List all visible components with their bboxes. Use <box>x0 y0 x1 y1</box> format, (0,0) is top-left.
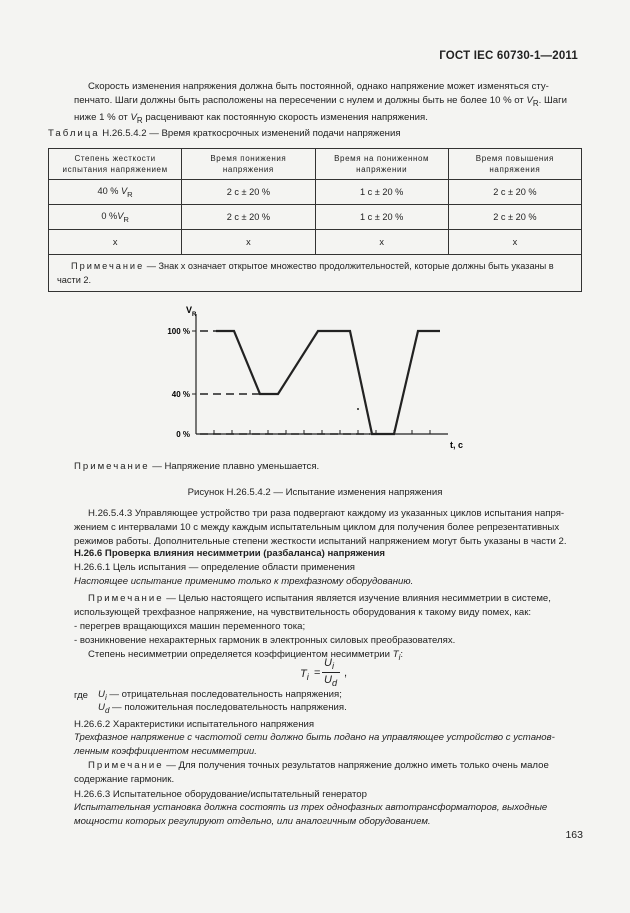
table-caption-word: Таблица <box>48 128 100 139</box>
tick-label-100: 100 % <box>167 327 190 336</box>
note-word: Примечание <box>88 593 164 604</box>
table-note-row <box>49 255 582 292</box>
tick-label-40: 40 % <box>171 390 190 399</box>
table-row <box>49 180 582 205</box>
degree-colon: : <box>400 649 404 660</box>
voltage-waveform <box>216 331 440 434</box>
table-note-text: — Знак х означает открытое множество продолжительностей, которые должны быть указаны в части 2. <box>57 261 554 285</box>
figure-caption: Рисунок Н.26.5.4.2 — Испытание изменения напряжения <box>187 487 443 498</box>
document-header: ГОСТ IEC 60730-1—2011 <box>439 50 578 62</box>
ti-symbol: T <box>392 649 399 660</box>
table-header-cell: Степень жесткости испытания напряжением <box>49 149 182 180</box>
para1-line2b: . Шаги <box>538 95 567 106</box>
vr-subscript: R <box>532 98 539 108</box>
note2-bullet2: - возникновение нехарактерных гармоник в электронных силовых преобразователях. <box>74 635 456 646</box>
page-number: 163 <box>565 829 583 841</box>
note2-line1: — Целью настоящего испытания является изучение влияния несимметрии в системе, <box>163 593 551 604</box>
note-word: Примечание <box>88 760 164 771</box>
voltage-test-figure <box>150 300 480 460</box>
where-gde: где <box>74 690 89 701</box>
para1-line1: Скорость изменения напряжения должна быть постоянной, однако напряжение может изменяться сту- <box>88 81 549 92</box>
degree-line: Степень несимметрии определяется коэффициентом несимметрии <box>88 649 393 660</box>
formula-tail: , <box>344 667 348 679</box>
para1-line2a: пенчато. Шаги должны быть расположены на пересечении с нулем и должны быть не более 10 % от <box>74 95 527 106</box>
vr-symbol: V <box>121 185 128 196</box>
note-word: Примечание <box>71 261 145 271</box>
para1-line3b: расценивают как постоянную скорость изменения напряжения. <box>142 111 428 123</box>
table-cell: x <box>49 230 182 255</box>
table-cell: x <box>182 230 315 255</box>
h26543-line2: жением с интервалами 10 с между каждым испытательным циклом для получения более репрезентативных <box>74 522 560 533</box>
note2-bullet1: - перегрев вращающихся машин переменного тока; <box>74 621 306 632</box>
table-header-cell: Время понижения напряжения <box>182 149 315 180</box>
section-h2663: Н.26.6.3 Испытательное оборудование/испытательный генератор <box>74 789 367 800</box>
section-h266-title: Н.26.6 Проверка влияния несимметрии (разбаланса) напряжения <box>74 548 386 559</box>
cell-text: 0 % <box>101 210 118 221</box>
vr-symbol: V <box>130 111 137 123</box>
table-header-cell: Время на пониженном напряжении <box>315 149 448 180</box>
formula-denominator: $U_d$ <box>324 674 338 689</box>
fraction-bar <box>322 672 340 673</box>
section-h2661-italic: Настоящее испытание применимо только к трехфазному оборудованию. <box>74 576 414 587</box>
note-imbalance <box>74 592 582 665</box>
waveform-dot <box>357 408 359 410</box>
section-h2661: Н.26.6.1 Цель испытания — определение области применения <box>74 562 356 573</box>
table-cell: x <box>448 230 581 255</box>
table-cell: 1 с ± 20 % <box>315 180 448 205</box>
h26543-line3: режимов работы. Дополнительные степени жесткости испытаний напряжением могут быть указаны в части 2. <box>74 536 567 547</box>
table-cell <box>49 180 182 205</box>
table-caption <box>48 128 401 139</box>
y-axis-label: $V_R$ <box>186 305 197 318</box>
where-line2: $U_d$ — положительная последовательность напряжения. <box>98 702 347 715</box>
vr-subscript: R <box>123 214 129 224</box>
table-cell: 2 с ± 20 % <box>448 205 581 230</box>
table-cell: 2 с ± 20 % <box>182 180 315 205</box>
table-header-cell: Время повышения напряжения <box>448 149 581 180</box>
table-cell: 2 с ± 20 % <box>448 180 581 205</box>
section-h2662-italic: Трехфазное напряжение с частотой сети должно быть подано на управляющее устройство с установ- ленным коэффициентом несимметрии. <box>74 732 555 757</box>
section-h2663-italic: Испытательная установка должна состоять из трех однофазных автотрансформаторов, выходные мощности которых регулируют отдельно, или аналогичным оборудованием. <box>74 802 548 827</box>
table-caption-text: Н.26.5.4.2 — Время краткосрочных изменений подачи напряжения <box>99 128 401 139</box>
table-cell: x <box>315 230 448 255</box>
where-line1: $U_i$ — отрицательная последовательность напряжения; <box>98 689 342 702</box>
formula-numerator: $U_i$ <box>324 657 334 672</box>
vr-symbol: V <box>526 95 533 106</box>
section-h2662: Н.26.6.2 Характеристики испытательного напряжения <box>74 719 315 730</box>
figure-note <box>74 461 319 472</box>
ti-subscript: i <box>398 652 401 662</box>
formula-eq: = <box>314 667 321 679</box>
figure-note-text: — Напряжение плавно уменьшается. <box>149 461 320 472</box>
h26543-line1: Н.26.5.4.3 Управляющее устройство три раза подвергают каждому из указанных циклов испытания напря- <box>88 508 565 519</box>
table-header-row <box>49 149 582 180</box>
table-cell <box>49 205 182 230</box>
table-note-cell <box>49 255 582 292</box>
table-cell: 1 с ± 20 % <box>315 205 448 230</box>
tick-label-0: 0 % <box>176 430 190 439</box>
x-axis-label: t, с <box>450 440 464 450</box>
note3-line1: — Для получения точных результатов напряжение должно иметь только очень малое <box>163 760 549 771</box>
note-word: Примечание <box>74 461 150 472</box>
vr-subscript: R <box>136 115 143 125</box>
vr-symbol: V <box>117 210 124 221</box>
paragraph-rate <box>74 80 582 128</box>
note-harmonics <box>74 759 582 787</box>
cell-text: 40 % <box>97 185 122 196</box>
table-row <box>49 230 582 255</box>
vr-subscript: R <box>127 189 133 199</box>
paragraph-h26543 <box>74 507 582 549</box>
table-cell: 2 с ± 20 % <box>182 205 315 230</box>
para1-line3a: ниже 1 % от <box>74 111 131 123</box>
table-row <box>49 205 582 230</box>
voltage-change-table <box>48 148 582 292</box>
formula-lhs: $T_i$ <box>300 668 309 683</box>
note3-line2: содержание гармоник. <box>74 774 175 785</box>
note2-line2: использующей трехфазное напряжение, на чувствительность оборудования к такому виду помех, как: <box>74 607 532 618</box>
